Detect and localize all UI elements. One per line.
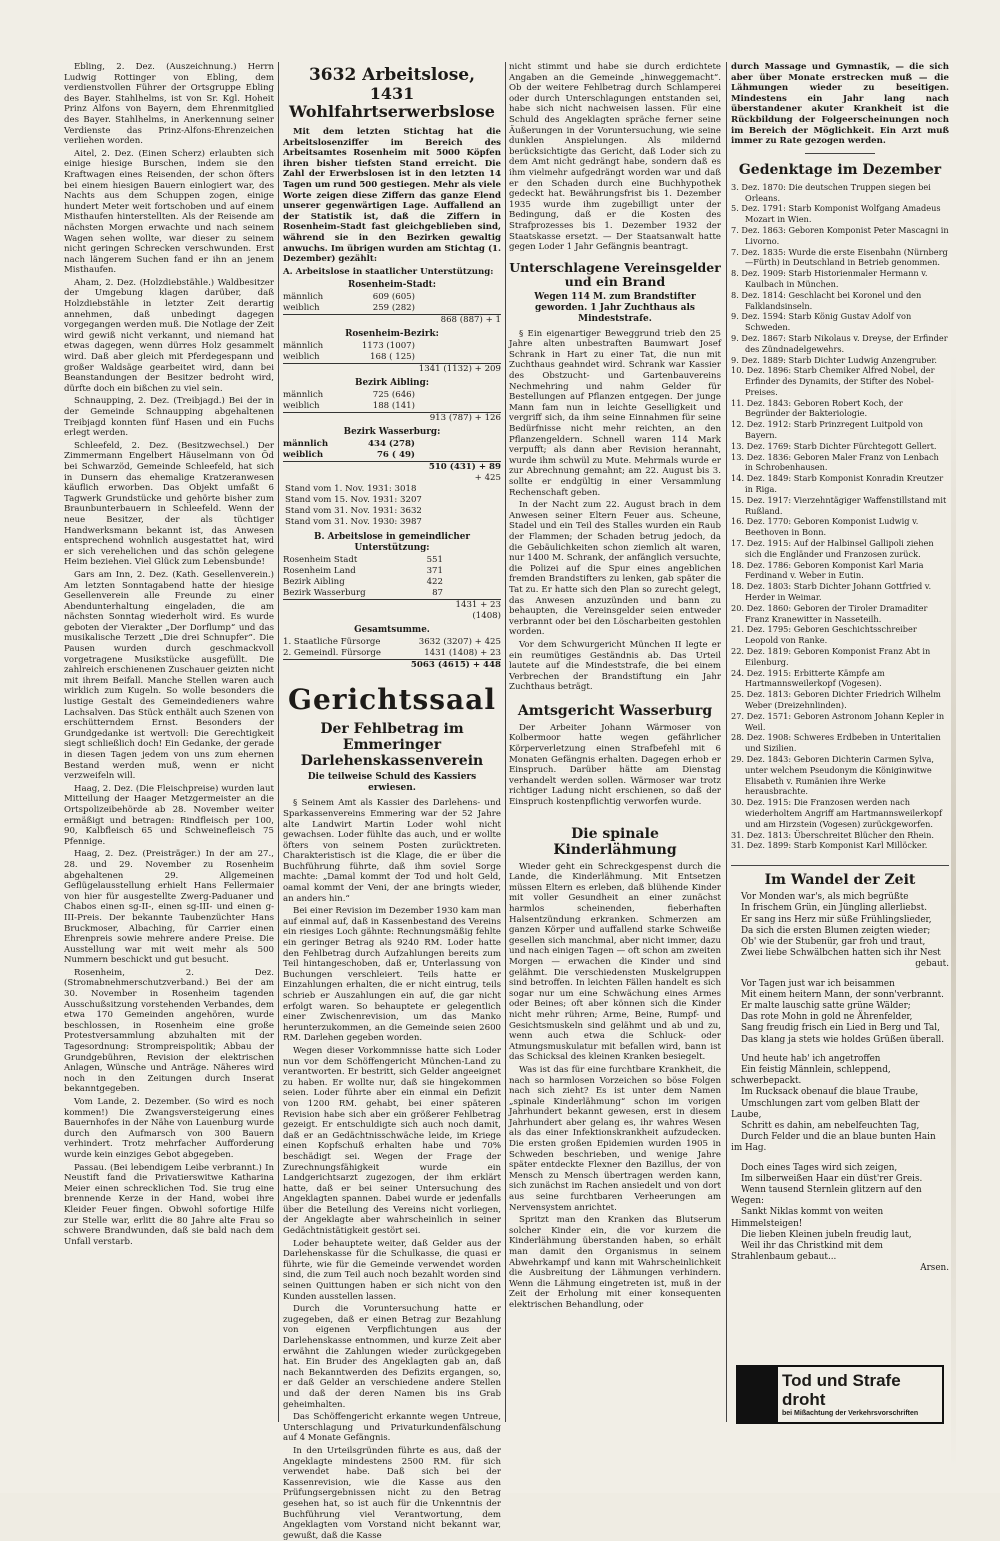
b-row (283, 577, 501, 588)
column-unemployment-court (283, 62, 501, 1541)
column-rule (505, 62, 506, 1422)
stats-label: weiblich (283, 401, 320, 412)
gedenktag-item: 20. Dez. 1860: Geboren der Tiroler Dramaditer Franz Kranewitter in Nasseteilh. (731, 602, 928, 624)
separator-rule (805, 153, 875, 154)
table-b-title: B. Arbeitslose in gemeindlicher Unterstützung: (314, 532, 470, 554)
poem-line: Ob' wie der Stubenür, gar froh und traut, (741, 936, 926, 947)
stats-extra-value: + 425 (474, 473, 501, 484)
poem-line: Umschlungen zart vom gelben Blatt der Laube, (731, 1098, 920, 1120)
column-rule (726, 62, 727, 1422)
local-news-paragraph: Passau. (Bei lebendigem Leibe verbrannt.) In Neustift fand die Privatierswitwe Katharina Meier einen schrecklichen Tod. Sie trug eine brennende Kerze in der Hand, wobei ihre Kleider Feuer fingen. Obwohl sofortige Hilfe zur Stelle war, erlitt die 80 Jahre alte Frau so schwere Brandwunden, daß sie bald nach dem Unfall verstarb. (64, 1162, 274, 1247)
gedenktag-item: 8. Dez. 1814: Geschlacht bei Koronel und den Falklandsinseln. (731, 289, 922, 311)
gesamt-label: 2. Gemeindl. Fürsorge (283, 648, 381, 659)
b-value: 551 (426, 555, 443, 566)
unemployment-intro: Mit dem letzten Stichtag hat die Arbeitslosenziffer im Bereich des Arbeitsamtes Rosenheim mit 5000 Köpfen ihren bisher tiefsten Stand erreicht. Die Zahl der Erwerbslosen ist in den letzten 14 Tagen um rund 500 gestiegen. Mehr als viele Worte zeigen diese Ziffern das ganze Elend unserer gegenwärtigen Lage. Auffallend an der Statistik ist, daß die Ziffern in Rosenheim-Stadt fast gleichgeblieben sind, während sie in den Bezirken gewaltig anwuchs. Im übrigen wurden am Stichtag (1. Dezember) gezählt: (283, 127, 501, 265)
poem-line: Er malte lauschig satte grüne Wälder; (741, 1000, 911, 1011)
local-news-paragraph: Ebling, 2. Dez. (Auszeichnung.) Herrn Ludwig Rottinger von Ebling, dem verdienstvollen Führer der Ortsgruppe Ebling des Bayer. Stahlhelms, ist von Sr. Kgl. Hoheit Prinz Alfons von Bayern, dem Ehrenmitglied des Bayer. Stahlhelms, in Anerkennung seiner Verdienste das Prinz-Alfons-Ehrenzeichen verliehen worden. (64, 62, 274, 147)
article-paragraph: Wegen dieser Vorkommnisse hatte sich Loder nun vor dem Schöffengericht München-Land zu verantworten. Er bestritt, sich Gelder angeeignet zu haben. Er wollte nur, daß sie hingekommen seien. Loder führte aber ein einmal ein Defizit von 1200 RM. gehabt, bei einer späteren Revision habe sich aber ein größerer Fehlbetrag gezeigt. Er entschuldigte sich auch noch damit, daß er an Gedächtnisschwäche leide, im Kriege einen Kopfschuß erhalten habe und 70% beschädigt sei. Wegen der Frage der Zurechnungsfähigkeit wurde ein Landgerichtsarzt zugezogen, der ihm erklärt hatte, daß er bei seiner Untersuchung des Angeklagten spannen. Dabei wurde er jedenfalls über die Beteilung des Vereins nicht vorliegen, der Angeklagte aber wahrscheinlich in seiner Gedächtnistätigkeit gestört sei. (283, 1045, 501, 1237)
article-title-vereinsgelder: Unterschlagene Vereinsgelder und ein Brand (509, 259, 721, 289)
b-total-prev (283, 611, 501, 622)
stats-value: 259 (282) (372, 303, 415, 314)
gedenktag-item: 10. Dez. 1896: Starb Chemiker Alfred Nobel, der Erfinder des Dynamits, der Stifter des Nobel-Preises. (731, 365, 935, 397)
gedenktag-item: 13. Dez. 1836: Geboren Maler Franz von Lenbach in Schrobenhausen. (731, 451, 939, 473)
article-paragraph: Wieder geht ein Schreckgespenst durch die Lande, die Kinderlähmung. Mit Entsetzen müssen Eltern es erleben, daß blühende Kinder mit voller Gesundheit an einer zunächst harmlos scheinenden, fieberhaften Halsentzündung erkranken. Schmerzen am ganzen Körper und auffallend starke Schweiße gesellen sich manchmal, aber nicht immer, dazu und nach einigen Tagen — oft schon am zweiten Morgen — erwachen die Kinder und sind gelähmt. Die verschiedensten Muskelgruppen sind betroffen. In leichten Fällen handelt es sich sogar nur um eine Schwächung eines Armes oder Beines; oft aber können sich die Kinder nicht mehr rühren; Arme, Beine, Rumpf- und Gesichtsmuskeln sind gelähmt und ab und zu, wenn auch etwa die Schluck- oder Atmungsmuskulatur mit befallen wird, bann ist das Schicksal des kleinen Kranken besiegelt. (509, 861, 721, 1063)
stats-group-title: Bezirk Aibling: (355, 378, 429, 389)
gedenktag-item: 18. Dez. 1786: Geboren Komponist Karl Maria Ferdinand v. Weber in Eutin. (731, 559, 924, 581)
stats-label: männlich (283, 292, 324, 303)
stats-row (283, 341, 501, 352)
stats-group-title: Bezirk Wasserburg: (343, 427, 441, 438)
poem-line: Sang freudig frisch ein Lied in Berg und Tal, (741, 1023, 940, 1034)
stats-label: weiblich (283, 450, 324, 461)
warning-headline: Tod und Strafe droht (782, 1371, 901, 1409)
poem-line: Wenn tausend Sternlein glitzern auf den Wegen: (731, 1185, 922, 1207)
b-row (283, 588, 501, 599)
gedenktag-item: 3. Dez. 1870: Die deutschen Truppen siegen bei Orleans. (731, 181, 931, 203)
stats-row (283, 390, 501, 401)
article-continuation: durch Massage und Gymnastik, — die sich aber über Monate erstrecken muß — die Lähmungen wieder zu beseitigen. Mindestens ein Jahr lang nach überstandener akuter Krankheit ist die Rückbildung der Folgeerscheinungen noch im Bereich der Möglichkeit. Ein Arzt muß immer zu Rate gezogen werden. (731, 62, 949, 147)
b-total-value: 1431 + 23 (455, 600, 501, 611)
gesamt-total-value: 5063 (4615) + 448 (410, 660, 501, 671)
local-news-paragraph: Rosenheim, 2. Dez. (Stromabnehmerschutzverband.) Bei der am 30. November in Rosenheim tagenden Ausschußsitzung vorstehenden Verbandes, dem etwa 170 Gemeinden angehören, wurde beschlossen, in Rosenheim eine große Protestversammlung abzuhalten mit der Tagesordnung: Strompreispolitik; Abbau der Grundgebühren, Revision der elektrischen Anlagen, Wünsche und Anträge. Näheres wird noch in den Zeitungen durch Inserat bekanntgegeben. (64, 967, 274, 1095)
stand-line: Stand vom 15. Nov. 1931: 3207 (285, 495, 422, 506)
stats-total (283, 363, 501, 375)
stats-row (283, 303, 501, 314)
gedenktag-item: 9. Dez. 1867: Starb Nikolaus v. Dreyse, der Erfinder des Zündnadelgewehrs. (731, 332, 948, 354)
poem-line: Durch Felder und die an blaue bunten Hain im Hag. (731, 1132, 936, 1154)
traffic-warning-box (736, 1365, 944, 1424)
article-paragraph: Was ist das für eine furchtbare Krankheit, die nach so harmlosen Vorzeichen so böse Folgen nach sich zieht? Es ist unter dem Namen „spinale Kinderlähmung“ schon im vorigen Jahrhundert bekannt gewesen, erst in diesem Jahrhundert aber gelang es, ihr wahres Wesen als das einer Infektionskrankheit aufzudecken. Die ersten großen Epidemien wurden 1905 in Schweden beschrieben, und wenige Jahre später entdeckte Flexner den Bazillus, der von Mensch zu Mensch übertragen werden kann, sich zunächst im Rachen ansiedelt und von dort aus seine furchtbaren Verheerungen am Nervensystem anrichtet. (509, 1064, 721, 1213)
article-paragraph: § Seinem Amt als Kassier des Darlehens- und Sparkassenvereins Emmering war der 52 Jahre alte Landwirt Martin Loder wohl nicht gewachsen. Loder fühlte das auch, und er wollte öfters von seinem Posten zurücktreten. Charakteristisch ist die Klage, die er über die Buchführung führte, daß ihm soviel Sorge machte: „Damal kommt der Tod und holt Geld, oamal kommt der Veni, der ane bringts wieder, an anders hin.“ (283, 798, 501, 904)
gedenktag-item: 12. Dez. 1912: Starb Prinzregent Luitpold von Bayern. (731, 419, 924, 441)
article-paragraph: § Ein eigenartiger Beweggrund trieb den 25 Jahre alten unbestraften Baumwart Josef Schrank in Hart zu einer Tat, die nun mit Zuchthaus geahndet wird. Schrank war Kassier des Obstzucht- und Gartenbauvereins Nechmehring und nahm Gelder für Bestellungen auf Pflanzen entgegen. Der junge Mann fam nun in leichte Geselligkeit und vergriff sich, da ihm seine Einnahmen für seine Bedürfnisse nicht mehr reichten, an den Pflanzengeldern. Schnell waren 114 Mark verpufft; als dann aber Revision herannaht, wurde ihm schwül zu Mute. Mehrmals wurde er zur Abrechnung gemahnt; am 22. August bis 3. sollte er endgültig in einer Versammlung Rechenschaft geben. (509, 328, 721, 498)
gedenktag-item: 9. Dez. 1594: Starb König Gustav Adolf von Schweden. (731, 311, 912, 333)
column-court-health (509, 62, 721, 1430)
b-value: 371 (426, 566, 443, 577)
gesamt-value: 1431 (1408) + 23 (424, 648, 501, 659)
poem-line: Das rote Mohn in gold ne Ährenfelder, (741, 1012, 913, 1023)
poem-stanza-break (731, 1155, 949, 1163)
stats-label: männlich (283, 341, 324, 352)
stats-value: 434 (278) (367, 439, 415, 450)
poem-line: Und heute hab' ich angetroffen (741, 1053, 881, 1064)
stats-label: männlich (283, 439, 329, 450)
article-subtitle: Die teilweise Schuld des Kassiers erwiesen. (307, 772, 477, 794)
warning-subline: bei Mißachtung der Verkehrsvorschriften (782, 1410, 919, 1417)
b-label: Bezirk Aibling (283, 577, 345, 588)
article-title-amtsgericht: Amtsgericht Wasserburg (517, 702, 713, 719)
gedenktage-list (731, 182, 949, 851)
stats-total-value: 868 (887) + 1 (440, 315, 501, 326)
gedenktag-item: 13. Dez. 1769: Starb Dichter Fürchtegott Gellert. (731, 440, 937, 451)
column-rule (278, 62, 279, 1422)
stand-line: Stand vom 31. Nov. 1930: 3987 (285, 517, 422, 528)
table-a-title: A. Arbeitslose in staatlicher Unterstützung: (283, 266, 494, 277)
stats-row (283, 292, 501, 303)
gedenktag-item: 18. Dez. 1803: Starb Dichter Johann Gottfried v. Herder in Weimar. (731, 581, 932, 603)
local-news-paragraph: Vom Lande, 2. Dezember. (So wird es noch kommen!) Die Zwangsversteigerung eines Bauernhofes in der Nähe von Lauenburg wurde durch den Aufmarsch von 300 Bauern verhindert. Trotz mehrfacher Aufforderung wurde kein einziges Gebot abgegeben. (64, 1097, 274, 1160)
poem-line: Vor Tagen just war ich beisammen (741, 978, 895, 989)
poem (731, 892, 949, 1275)
local-news-paragraph: Aham, 2. Dez. (Holzdiebstähle.) Waldbesitzer der Umgebung klagen darüber, daß Holzdiebstähle in letzter Zeit derartig annehmen, daß unbedingt dagegen vorgegangen werden muß. Die Notlage der Zeit wird gewiß nicht verkannt, und niemand hat etwas dagegen, wenn dürres Holz gesammelt wird. Daß aber gleich mit Pferdegespann und großer Waldsäge gearbeitet wird, dann bei Beanstandungen der Besitzer bedroht wird, dürfte doch ein bißchen zu viel sein. (64, 277, 274, 394)
stand-line: Stand vom 31. Nov. 1931: 3632 (285, 506, 422, 517)
local-news-paragraph: Aitel, 2. Dez. (Einen Scherz) erlaubten sich einige hiesige Burschen, indem sie den Kraftwagen eines Reisenden, der schon öfters bei einem hiesigen Bauern einlogiert war, des Nachts aus dem Schuppen zogen, einige hundert Meter weit fortschoben und auf einem Misthaufen hinterstellten. Als der Reisende am nächsten Morgen erwachte und nach seinem Wagen sehen wollte, war dieser zu seinem nicht geringen Schrecken verschwunden. Erst nach längerem Suchen fand er ihn an jenem Misthaufen. (64, 148, 274, 276)
poem-line: Im Rucksack obenauf die blaue Traube, (741, 1087, 919, 1098)
gedenktag-item: 15. Dez. 1917: Vierzehntägiger Waffenstillstand mit Rußland. (731, 494, 947, 516)
poem-line: Er sang ins Herz mir süße Frühlingslieder, (741, 914, 932, 925)
gedenktag-item: 7. Dez. 1835: Wurde die erste Eisenbahn (Nürnberg—Fürth) in Deutschland in Betrieb genommen. (731, 246, 948, 268)
column-local-news (64, 62, 274, 1430)
page-edge-shadow (951, 350, 956, 1470)
gesamt-title: Gesamtsumme. (354, 625, 430, 636)
stats-row (283, 450, 501, 461)
gedenktag-item: 28. Dez. 1908: Schweres Erdbeben in Unteritalien und Sizilien. (731, 732, 941, 754)
article-paragraph: Vor dem Schwurgericht München II legte er ein reumütiges Geständnis ab. Das Urteil lautete auf die Mindeststrafe, die bei einem Verbrechen der Brandstiftung ein Jahr Zuchthaus beträgt. (509, 639, 721, 693)
b-value: 87 (432, 588, 443, 599)
b-total-prev-value: (1408) (472, 611, 501, 622)
stats-value: 609 (605) (372, 292, 415, 303)
article-continuation: nicht stimmt und habe sie durch erdichtete Angaben an die Gemeinde „hinweggemacht“. Ob der weitere Fehlbetrag durch Schlamperei oder durch Unterschlagungen entstanden sei, habe sich nicht nachweisen lassen. Für eine Schuld des Angeklagten spräche ferner seine Äußerungen in der Voruntersuchung, wie seine dunklen Anspielungen. Als mildernd berücksichtigte das Gericht, daß Loder sich zu dem Amt nicht gedrängt habe, sondern daß es ihm vielmehr aufgedrängt worden war und daß er den Schaden durch eine Buchhypothek gedeckt hat. Bewährungsfrist bis 1. Dezember 1935 wurde ihm zugebilligt unter der Bedingung, daß er die Kosten des Strafprozesses bis 1. Dezember 1932 der Staatskasse ersetzt. — Der Staatsanwalt hatte gegen Loder 1 Jahr Gefängnis beantragt. (509, 62, 721, 253)
article-subtitle-vereinsgelder: Wegen 114 M. zum Brandstifter geworden. 1 Jahr Zuchthaus als Mindeststrafe. (534, 291, 696, 324)
gesamt-label: 1. Staatliche Fürsorge (283, 637, 381, 648)
local-news-paragraph: Schnaupping, 2. Dez. (Treibjagd.) Bei der in der Gemeinde Schnaupping abgehaltenen Treibjagd konnten fünf Hasen und ein Fuchs erlegt werden. (64, 396, 274, 439)
stats-group-title: Rosenheim-Bezirk: (345, 329, 439, 340)
gesamt-total (283, 659, 501, 671)
stats-group (283, 378, 501, 424)
stats-value: 1173 (1007) (361, 341, 415, 352)
gedenktag-item: 7. Dez. 1863: Geboren Komponist Peter Mascagni in Livorno. (731, 224, 949, 246)
poem-line: Die lieben Kleinen jubeln freudig laut, (741, 1229, 912, 1240)
gedenktag-item: 5. Dez. 1791: Starb Komponist Wolfgang Amadeus Mozart in Wien. (731, 203, 941, 225)
stats-extra (283, 473, 501, 484)
headline-unemployed: 3632 Arbeitslose, (308, 65, 476, 85)
gedenktag-item: 29. Dez. 1843: Geboren Dichterin Carmen Sylva, unter welchem Pseudonym die Königinwitwe Elisabeth v. Rumänien ihre Werke herausbrachte. (731, 753, 935, 797)
gedenktag-item: 21. Dez. 1795: Geboren Geschichtsschreiber Leopold von Ranke. (731, 624, 917, 646)
article-paragraph: In den Urteilsgründen führte es aus, daß der Angeklagte mindestens 2500 RM. für sich verwendet habe. Daß sich bei der Kassenrevision, wie die Kasse aus den Prüfungsergebnissen nicht zu den Betrag gesehen hat, so ist auch für die Unkenntnis der Buchführung viel Verantwortung, dem Angeklagten vom Vorstand nicht bekannt war, gewußt, daß die Kasse (283, 1445, 501, 1541)
gedenktag-item: 22. Dez. 1819: Geboren Komponist Franz Abt in Eilenburg. (731, 646, 931, 667)
gedenktag-item: 14. Dez. 1849: Starb Komponist Konradin Kreutzer in Riga. (731, 473, 944, 495)
poem-author: Arsen. (920, 1263, 949, 1274)
stats-value: 188 (141) (372, 401, 415, 412)
poem-line: Zwei liebe Schwälbchen hatten sich ihr Nest (741, 948, 941, 959)
poem-line: Im silberweißen Haar ein düst'rer Greis. (741, 1173, 923, 1184)
headline-welfare: 1431 Wohlfahrtserwerbslose (289, 84, 495, 121)
b-label: Rosenheim Land (283, 566, 356, 577)
article-paragraph: In der Nacht zum 22. August brach in dem Anwesen seiner Eltern Feuer aus. Scheune, Stadel und ein Teil des Stalles wurden ein Raub der Flammen; der Schaden betrug jedoch, da die Gebäulichkeiten schon ziemlich alt waren, nur 1400 M. Schrank, der anfänglich versuchte, die Polizei auf die Spur eines angeblichen fremden Brandstifters zu lenken, gab später die Tat zu. Er hatte sich den Plan so zurecht gelegt, das Anwesen anzuzünden und bann zu behaupten, die Vereinsgelder seien entweder verbrannt oder bei den Löscharbeiten gestohlen worden. (509, 500, 721, 638)
poem-line: In frischem Grün, ein Jüngling allerliebst. (741, 903, 928, 914)
poem-line: Vor Monden war's, als mich begrüßte (741, 892, 909, 903)
poem-line: Weil ihr das Christkind mit dem Strahlenbaum gebaut... (731, 1241, 883, 1263)
article-title-kinderlaehmung: Die spinale Kinderlähmung (553, 825, 677, 858)
stats-group (283, 427, 501, 484)
poem-line: Sankt Niklas kommt von weiten Himmelsteigen! (731, 1207, 884, 1229)
b-total (283, 599, 501, 611)
gesamt-row (283, 648, 501, 659)
stand-line: Stand vom 1. Nov. 1931: 3018 (285, 484, 417, 495)
gedenktag-item: 31. Dez. 1813: Überschreitet Blücher den Rhein. (731, 829, 934, 840)
stats-value: 168 ( 125) (370, 352, 415, 363)
b-value: 422 (426, 577, 443, 588)
stats-total (283, 412, 501, 424)
article-paragraph: Loder behauptete weiter, daß Gelder aus der Darlehenskasse für die Schulkasse, die quasi er führte, wie für die Gemeinde verwendet worden sind, die zum Teil auch noch bezahlt worden sind seinen Quittungen haben er sich nicht von den Kunden ausstellen lassen. (283, 1238, 501, 1302)
b-row (283, 566, 501, 577)
gedenktage-title: Gedenktage im Dezember (738, 161, 942, 178)
gesamt-value: 3632 (3207) + 425 (418, 637, 501, 648)
article-paragraph: Der Arbeiter Johann Wärmoser von Kolbermoor hatte wegen gefährlicher Körperverletzung einen Strafbefehl mit 6 Monaten Gefängnis erhalten. Dagegen erhob er Einspruch. Darüber hätte am Dienstag verhandelt werden sollen. Wärmoser war trotz richtiger Ladung nicht erschienen, so daß der Einspruch kostenpflichtig verworfen wurde. (509, 722, 721, 808)
column-memorial-days-poem (731, 62, 949, 1430)
stats-row (283, 439, 501, 450)
poem-line: Mit einem heitern Mann, der sonn'verbrannt. (741, 989, 944, 1000)
poem-line: gebaut. (915, 959, 949, 970)
stats-row (283, 352, 501, 363)
gedenktag-item: 8. Dez. 1909: Starb Historienmaler Hermann v. Kaulbach in München. (731, 268, 928, 289)
stats-group (283, 329, 501, 375)
b-label: Rosenheim Stadt (283, 555, 358, 566)
stats-group (283, 280, 501, 326)
gedenktag-item: 30. Dez. 1915: Die Franzosen werden nach wiederholtem Angriff am Hartmannsweilerkopf und am Hirzstein (Vogesen) zurückgeworfen. (731, 797, 943, 829)
poem-line: Ein feistig Männlein, schleppend, schwerbepackt. (731, 1065, 891, 1087)
gedenktag-item: 11. Dez. 1843: Geboren Robert Koch, der Begründer der Bakteriologie. (731, 397, 903, 419)
poem-stanza-break (731, 1046, 949, 1054)
stats-total (283, 461, 501, 473)
article-title: Der Fehlbetrag im Emmeringer Darlehenskassenverein (300, 721, 484, 770)
poem-stanza-break (731, 971, 949, 979)
local-news-paragraph: Haag, 2. Dez. (Die Fleischpreise) wurden laut Mitteilung der Haager Metzgermeister an die Ortspolizeibehörde ab 28. November weiter ermäßigt und betragen: Rindfleisch per 100, 90, Kalbfleisch 65 und Schweinefleisch 75 Pfennige. (64, 783, 274, 847)
stats-total-value: 1341 (1132) + 209 (418, 364, 501, 375)
stats-group-title: Rosenheim-Stadt: (348, 280, 436, 291)
local-news-paragraph: Gars am Inn, 2. Dez. (Kath. Gesellenverein.) Am letzten Sonntagabend hatte der hiesige Gesellenverein alle Freunde zu einer Abendunterhaltung eingeladen, die am nächsten Sonntag wiederholt wird. Es wurde geboten der Vierakter „Der Dorflump“ und das musikalische Terzett „Die drei Schnupfer“. Die Pausen wurden durch geschmackvoll vorgetragene Musikstücke ausgefüllt. Die zahlreich erschienenen Zuschauer geizten nicht mit ihrem Beifall. Manche Stellen waren auch wirklich zum Kugeln. So wolle besonders die lustige Gestalt des Gemeindedieners wahre Lachsalven. Das Stück enthält auch Szenen von erschütterndem Ernst. Besonders der Grundgedanke ist wertvoll: Die Gerechtigkeit siegt schließlich doch! Ein Gedanke, der gerade in diesen Tagen jedem von uns zum ehernen Bestand werden muß, wenn er nicht verzweifeln will. (64, 569, 274, 782)
stats-total-value: 913 (787) + 126 (429, 413, 501, 424)
article-paragraph: Das Schöffengericht erkannte wegen Untreue, Unterschlagung und Privaturkundenfälschung auf 4 Monate Gefängnis. (283, 1412, 501, 1444)
section-title-gerichtssaal: Gerichtssaal (288, 683, 496, 717)
gedenktag-item: 27. Dez. 1571: Geboren Astronom Johann Kepler in Weil. (731, 710, 945, 732)
stats-total (283, 314, 501, 326)
poem-line: Das klang ja stets wie holdes Grüßen überall. (741, 1034, 945, 1045)
gedenktag-item: 31. Dez. 1899: Starb Komponist Karl Millöcker. (731, 840, 928, 851)
stats-row (283, 401, 501, 412)
poem-title: Im Wandel der Zeit (731, 865, 949, 888)
article-paragraph: Spritzt man den Kranken das Blutserum solcher Kinder ein, die vor kurzem die Kinderlähmung überstanden haben, so erhält man damit den Organismus in seinem Abwehrkampf und kann mit Wahrscheinlichkeit die Ausbreitung der Lähmungen verhindern. Wenn die Lähmung eingetreten ist, muß in der Zeit der Erholung mit einer konsequenten elektrischen Behandlung, oder (509, 1215, 721, 1310)
poem-line: Doch eines Tages wird sich zeigen, (741, 1162, 898, 1173)
poem-line: Schritt es dahin, am nebelfeuchten Tag, (741, 1121, 920, 1132)
stats-label: männlich (283, 390, 324, 401)
gedenktag-item: 25. Dez. 1813: Geboren Dichter Friedrich Wilhelm Weber (Dreizehnlinden). (731, 689, 941, 710)
warning-block-graphic (738, 1367, 778, 1422)
gedenktag-item: 24. Dez. 1915: Erbitterte Kämpfe am Hartmannsweilerkopf (Vogesen). (731, 667, 885, 689)
gedenktag-item: 17. Dez. 1915: Auf der Halbinsel Gallipoli ziehen sich die Engländer und Franzosen zurück. (731, 538, 934, 559)
article-paragraph: Bei einer Revision im Dezember 1930 kam man auf einmal auf, daß in Kassenbestand des Vereins ein riesiges Loch gähnte: Rechnungsmäßig fehlte ein geringer Betrag als 9240 RM. Loder hatte den Fehlbetrag durch Aufzahlungen bereits zum Teil hintangeschoben, daß er, Unterlassung von Buchungen verschleiert. Teils hatte er Einzahlungen erhalten, die er nicht eintrug, teils schrieb er Auszahlungen ein auf, die gar nicht erfolgt waren. So behauptete er gelegentlich einer Zwischenrevision, um das Manko herunterzukommen, an die Gemeinde seien 2600 RM. Darlehen gegeben worden. (283, 906, 501, 1044)
article-paragraph: Durch die Voruntersuchung hatte er zugegeben, daß er einen Betrag zur Bezahlung von eigenen Verpflichtungen aus der Darlehenskasse entnommen, und kurze Zeit aber erwähnt die Zahlungen wieder zurückgegeben hat. Ein Bruder des Angeklagten gab an, daß nach Bekanntwerden des Defizits ergangen, so, er daß Gelder an verschiedene andere Stellen und daß der deren Namen bis ins Grab geheimhalten. (283, 1304, 501, 1410)
gedenktag-item: 16. Dez. 1770: Geboren Komponist Ludwig v. Beethoven in Bonn. (731, 516, 919, 538)
stats-value: 76 ( 49) (376, 450, 415, 461)
local-news-paragraph: Schleefeld, 2. Dez. (Besitzwechsel.) Der Zimmermann Engelbert Häuselmann von Öd bei Schwarzöd, Gemeinde Schleefeld, hat sich in Dunsern das ehemalige Kratzeranwesen käuflich erworben. Das Objekt umfaßt 6 Tagwerk Grundstücke und gehörte bisher zum Braunbunterbauern in Schleefeld. Wenn der neue Besitzer, der als tüchtiger Handwerksmann bekannt ist, das Anwesen entsprechend wohnlich ausgestattet hat, wird er sich verehelichen und das schön gelegene Heim beziehen. Viel Glück zum Lebensbunde! (64, 440, 274, 568)
gesamt-row (283, 637, 501, 648)
local-news-paragraph: Haag, 2. Dez. (Preisträger.) In der am 27., 28. und 29. November zu Rosenheim abgehaltenen 29. Allgemeinen Geflügelausstellung erhielt Hans Fellermaier von hier für ausgestellte Zwerg-Paduaner und Chabos einen sg-II-, einen sg-III- und einen g-III-Preis. Der bekannte Taubenzüchter Hans Bruckmoser, Albaching, für Carrier einen Ehrenpreis sowie mehrere andere Preise. Die Ausstellung war mit weit mehr als 500 Nummern beschickt und gut besucht. (64, 849, 274, 966)
b-label: Bezirk Wasserburg (283, 588, 366, 599)
stats-value: 725 (646) (372, 390, 415, 401)
poem-line: Da sich die ersten Blumen zeigten wieder; (741, 925, 931, 936)
stats-total-value: 510 (431) + 89 (428, 462, 501, 473)
stats-label: weiblich (283, 303, 320, 314)
stats-label: weiblich (283, 352, 320, 363)
b-row (283, 555, 501, 566)
gedenktag-item: 9. Dez. 1889: Starb Dichter Ludwig Anzengruber. (731, 354, 937, 365)
